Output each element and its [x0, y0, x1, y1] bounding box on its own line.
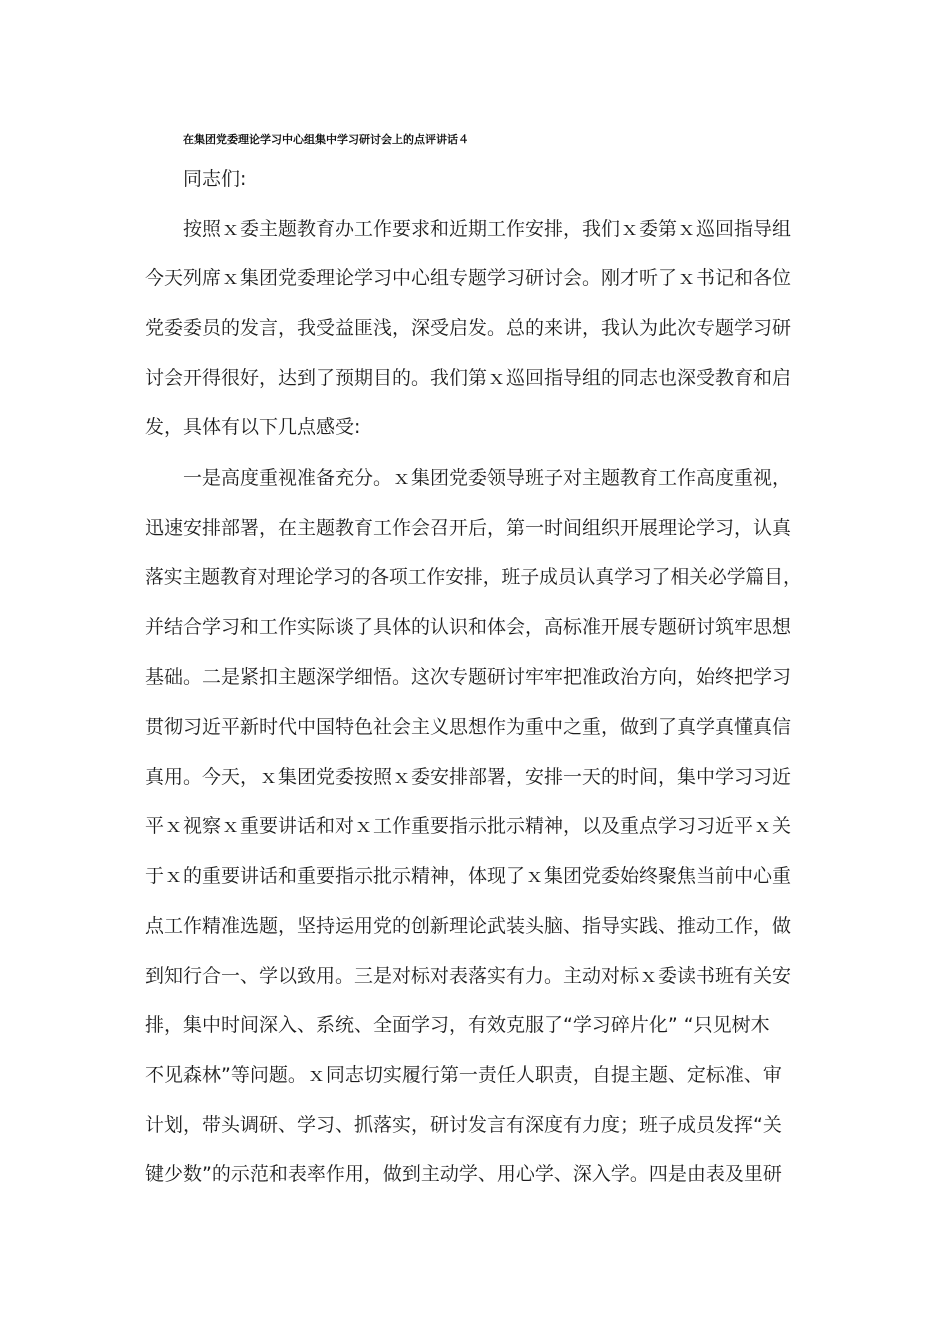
paragraph-line: 按照ｘ委主题教育办工作要求和近期工作安排，我们ｘ委第ｘ巡回指导组 — [183, 218, 792, 240]
paragraph-line: 到知行合一、学以致用。三是对标对表落实有力。主动对标ｘ委读书班有关安 — [145, 965, 792, 987]
paragraph-line: 计划，带头调研、学习、抓落实，研讨发言有深度有力度；班子成员发挥“关 — [145, 1114, 782, 1136]
paragraph-line: 基础。二是紧扣主题深学细悟。这次专题研讨牢牢把准政治方向，始终把学习 — [145, 666, 792, 688]
paragraph-line: 真用。今天，ｘ集团党委按照ｘ委安排部署，安排一天的时间，集中学习习近 — [145, 766, 792, 788]
paragraph-line: 平ｘ视察ｘ重要讲话和对ｘ工作重要指示批示精神，以及重点学习习近平ｘ关 — [145, 815, 792, 837]
paragraph-line: 党委委员的发言，我受益匪浅，深受启发。总的来讲，我认为此次专题学习研 — [145, 317, 792, 339]
paragraph-line: 一是高度重视准备充分。ｘ集团党委领导班子对主题教育工作高度重视， — [183, 467, 792, 489]
paragraph-line: 排，集中时间深入、系统、全面学习，有效克服了“学习碎片化” “只见树木 — [145, 1014, 770, 1036]
paragraph-line: 落实主题教育对理论学习的各项工作安排，班子成员认真学习了相关必学篇目， — [145, 567, 802, 588]
paragraph-line: 讨会开得很好，达到了预期目的。我们第ｘ巡回指导组的同志也深受教育和启 — [145, 367, 792, 389]
paragraph-line: 并结合学习和工作实际谈了具体的认识和体会，高标准开展专题研讨筑牢思想 — [145, 616, 792, 638]
paragraph-line: 发，具体有以下几点感受: — [145, 416, 361, 438]
paragraph-line: 贯彻习近平新时代中国特色社会主义思想作为重中之重，做到了真学真懂真信 — [145, 716, 792, 738]
paragraph-line: 键少数”的示范和表率作用，做到主动学、用心学、深入学。四是由表及里研 — [145, 1163, 782, 1185]
paragraph-line: 不见森林”等问题。ｘ同志切实履行第一责任人职责，自提主题、定标准、审 — [145, 1064, 782, 1086]
paragraph-line: 今天列席ｘ集团党委理论学习中心组专题学习研讨会。刚才听了ｘ书记和各位 — [145, 267, 792, 289]
salutation: 同志们: — [183, 168, 247, 190]
paragraph-line: 点工作精准选题，坚持运用党的创新理论武装头脑、指导实践、推动工作，做 — [145, 915, 792, 937]
document-title: 在集团党委理论学习中心组集中学习研讨会上的点评讲话４ — [183, 133, 469, 146]
paragraph-line: 迅速安排部署，在主题教育工作会召开后，第一时间组织开展理论学习，认真 — [145, 517, 792, 539]
paragraph-line: 于ｘ的重要讲话和重要指示批示精神，体现了ｘ集团党委始终聚焦当前中心重 — [145, 865, 792, 887]
